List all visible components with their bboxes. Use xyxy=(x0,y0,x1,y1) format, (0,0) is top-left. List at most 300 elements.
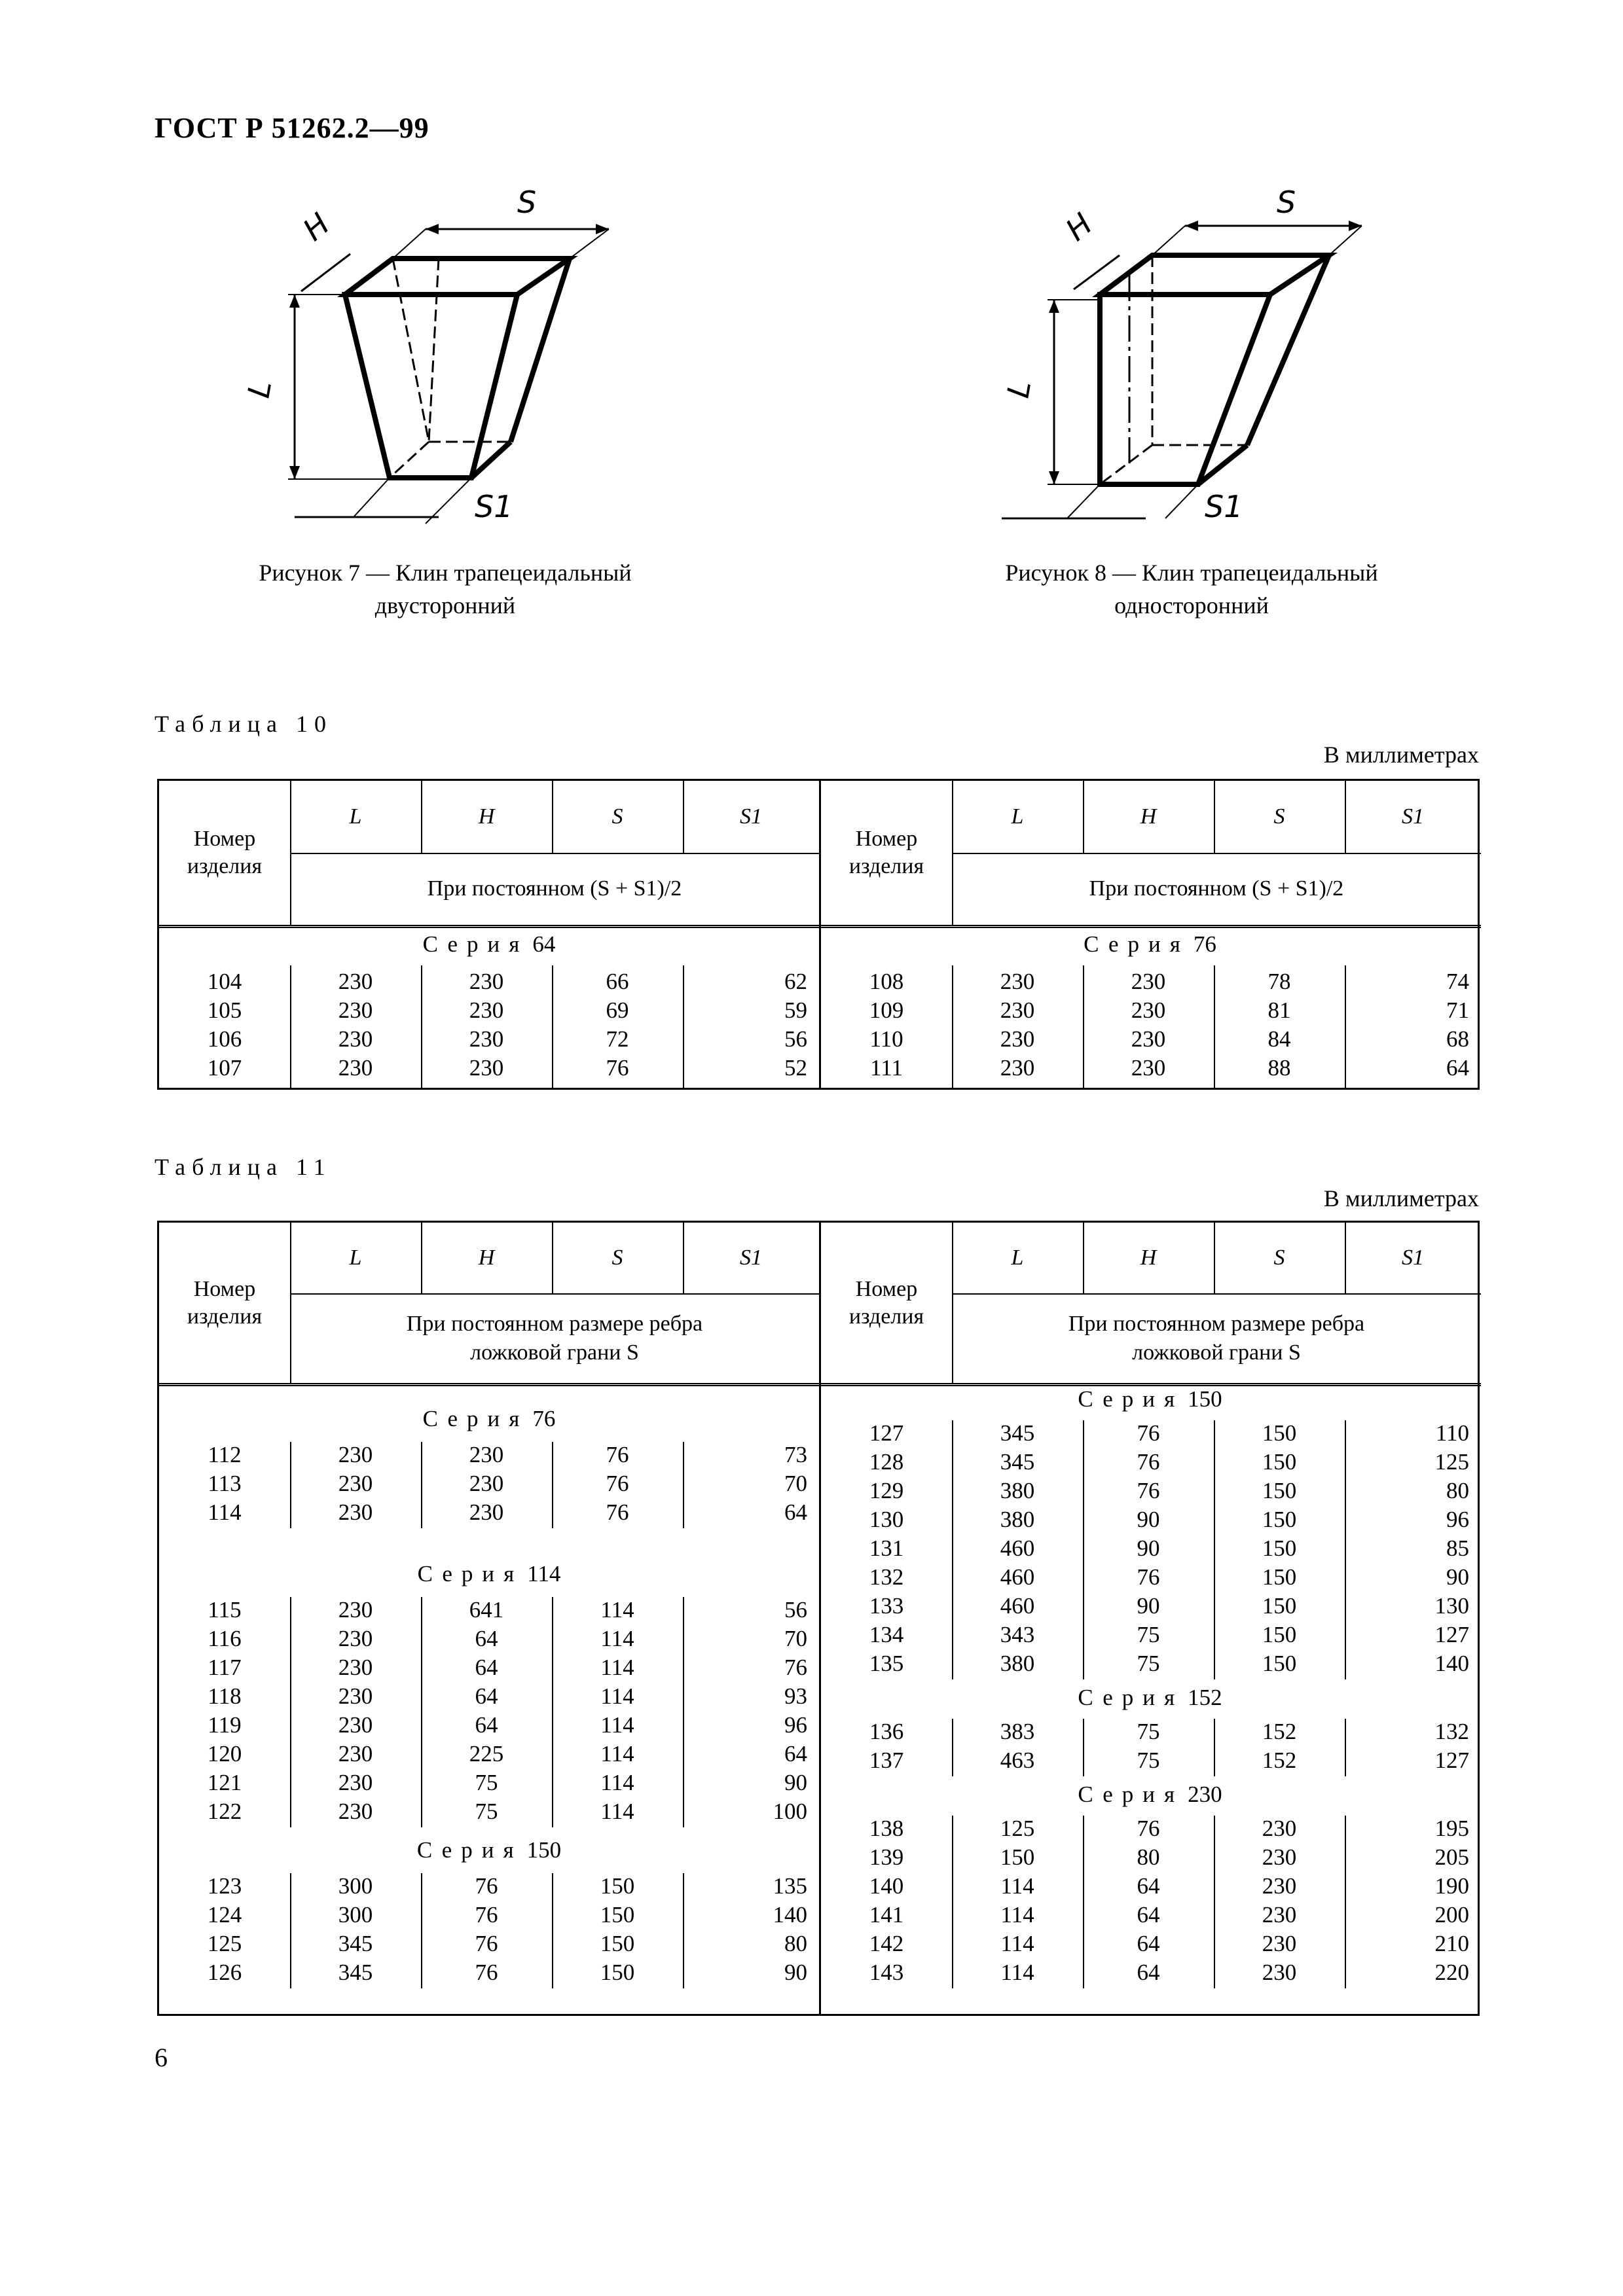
t10-left-series-title xyxy=(159,931,819,958)
t11-right-0-series-title xyxy=(821,1386,1479,1412)
table-cell: 112 xyxy=(208,1442,242,1467)
t11-left-header-s1: S1 xyxy=(740,1246,762,1270)
table-cell: 52 xyxy=(784,1055,807,1081)
t10-right-header-s: S xyxy=(1273,804,1285,829)
t11-left-2-series-title xyxy=(159,1837,819,1863)
table-cell: 345 xyxy=(1000,1449,1035,1475)
table-cell: 230 xyxy=(469,969,504,994)
table-cell: 110 xyxy=(1435,1420,1469,1446)
fig7-label-s: S xyxy=(517,185,537,220)
table-cell: 114 xyxy=(1000,1931,1034,1956)
page-number: 6 xyxy=(155,2043,168,2072)
table-cell: 116 xyxy=(208,1626,242,1651)
table-row xyxy=(159,1873,819,1902)
table-row xyxy=(821,1748,1479,1776)
figure-7-caption-line1: Рисунок 7 — Клин трапецеидальный xyxy=(259,560,632,586)
table-cell: 70 xyxy=(784,1471,807,1496)
table-cell: 70 xyxy=(784,1626,807,1651)
table-cell: 230 xyxy=(1131,997,1166,1023)
t10-left-header-l: L xyxy=(349,804,362,829)
t10-left-subheader-line1: При постоянном (S + S1)/2 xyxy=(427,876,682,901)
table-cell: 142 xyxy=(869,1931,904,1956)
table-cell: 136 xyxy=(869,1719,904,1744)
table-cell: 64 xyxy=(784,1741,807,1767)
table-cell: 74 xyxy=(1446,969,1469,994)
table-cell: 345 xyxy=(1000,1420,1035,1446)
table-cell: 117 xyxy=(208,1655,242,1680)
table-cell: 64 xyxy=(475,1712,498,1738)
table-row xyxy=(159,1442,819,1471)
t10-right-header-l: L xyxy=(1011,804,1024,829)
table-cell: 114 xyxy=(1000,1873,1034,1899)
table-cell: 59 xyxy=(784,997,807,1023)
table-cell: 220 xyxy=(1434,1960,1469,1985)
table-cell: 96 xyxy=(784,1712,807,1738)
table-cell: 150 xyxy=(1262,1651,1297,1676)
t11-right-header-s: S xyxy=(1273,1246,1285,1270)
table-row xyxy=(159,1712,819,1741)
header-number-line2: изделия xyxy=(848,1304,924,1329)
t11-left-subheader xyxy=(290,1293,819,1383)
figure-8-caption-line2: односторонний xyxy=(1114,592,1269,619)
table-cell: 200 xyxy=(1434,1902,1469,1928)
table-cell: 78 xyxy=(1267,969,1291,994)
table-cell: 114 xyxy=(1000,1902,1034,1928)
series-number: 114 xyxy=(527,1561,561,1587)
table-cell: 109 xyxy=(869,997,904,1023)
table-cell: 90 xyxy=(1446,1564,1469,1590)
table-cell: 128 xyxy=(869,1449,904,1475)
table-cell: 230 xyxy=(338,1442,373,1467)
table-cell: 133 xyxy=(869,1593,904,1619)
table-cell: 114 xyxy=(600,1712,634,1738)
t11-left-subheader-line1: При постоянном размере ребра xyxy=(406,1311,703,1336)
table-cell: 114 xyxy=(600,1626,634,1651)
t10-right-header-h: H xyxy=(1140,804,1157,829)
t11-left-header-s: S xyxy=(611,1246,623,1270)
table-11-right-half xyxy=(819,1223,1479,2014)
t10-right-subheader xyxy=(952,853,1481,925)
table-cell: 205 xyxy=(1434,1844,1469,1870)
table-cell: 90 xyxy=(1137,1593,1160,1619)
fig8-label-s: S xyxy=(1277,185,1296,220)
t10-right-header-item-number xyxy=(821,781,952,925)
table-row xyxy=(821,1055,1479,1084)
table-cell: 64 xyxy=(475,1655,498,1680)
table-cell: 230 xyxy=(469,1442,504,1467)
table-cell: 90 xyxy=(784,1960,807,1985)
table-cell: 195 xyxy=(1434,1816,1469,1841)
figure-7-drawing xyxy=(240,177,642,543)
table-11-label: Таблица 11 xyxy=(155,1154,332,1180)
table-cell: 81 xyxy=(1267,997,1291,1023)
table-cell: 230 xyxy=(469,1499,504,1525)
table-cell: 300 xyxy=(338,1902,373,1928)
t10-right-header-s1: S1 xyxy=(1402,804,1424,829)
table-cell: 230 xyxy=(338,1626,373,1651)
t11-right-2-series-title xyxy=(821,1782,1479,1808)
table-cell: 130 xyxy=(869,1507,904,1532)
table-10 xyxy=(157,779,1480,1090)
table-row xyxy=(821,1026,1479,1055)
table-cell: 100 xyxy=(773,1799,807,1824)
table-cell: 106 xyxy=(207,1026,242,1052)
table-cell: 76 xyxy=(1137,1449,1160,1475)
table-row xyxy=(159,1683,819,1712)
figure-7-caption xyxy=(210,556,681,622)
table-cell: 129 xyxy=(869,1478,904,1503)
table-cell: 126 xyxy=(207,1960,242,1985)
table-row xyxy=(821,1651,1479,1679)
table-cell: 130 xyxy=(1434,1593,1469,1619)
table-row xyxy=(159,997,819,1026)
table-cell: 104 xyxy=(207,969,242,994)
table-cell: 76 xyxy=(1137,1816,1160,1841)
table-cell: 230 xyxy=(338,1026,373,1052)
table-cell: 114 xyxy=(600,1770,634,1795)
table-cell: 460 xyxy=(1000,1593,1035,1619)
table-cell: 72 xyxy=(606,1026,629,1052)
table-cell: 76 xyxy=(606,1499,629,1525)
table-cell: 150 xyxy=(1262,1535,1297,1561)
table-cell: 641 xyxy=(469,1597,504,1623)
table-cell: 114 xyxy=(600,1741,634,1767)
table-cell: 73 xyxy=(784,1442,807,1467)
table-row xyxy=(821,1564,1479,1593)
table-10-left-half xyxy=(159,781,819,1088)
table-cell: 127 xyxy=(1434,1748,1469,1773)
table-cell: 64 xyxy=(1137,1931,1160,1956)
table-cell: 132 xyxy=(1434,1719,1469,1744)
table-cell: 383 xyxy=(1000,1719,1035,1744)
table-cell: 125 xyxy=(207,1931,242,1956)
table-cell: 190 xyxy=(1434,1873,1469,1899)
table-cell: 64 xyxy=(475,1626,498,1651)
table-cell: 135 xyxy=(869,1651,904,1676)
table-cell: 76 xyxy=(606,1055,629,1081)
table-cell: 64 xyxy=(1137,1902,1160,1928)
table-cell: 114 xyxy=(1000,1960,1034,1985)
table-cell: 111 xyxy=(870,1055,903,1081)
table-cell: 345 xyxy=(338,1931,373,1956)
table-row xyxy=(821,1960,1479,1988)
table-cell: 137 xyxy=(869,1748,904,1773)
table-cell: 76 xyxy=(606,1471,629,1496)
table-row xyxy=(159,1902,819,1931)
table-cell: 230 xyxy=(1262,1873,1297,1899)
t11-left-header-h: H xyxy=(478,1246,495,1270)
series-number: 64 xyxy=(532,931,556,957)
table-cell: 75 xyxy=(475,1799,498,1824)
table-cell: 150 xyxy=(600,1931,635,1956)
table-cell: 90 xyxy=(1137,1535,1160,1561)
table-cell: 230 xyxy=(1131,969,1166,994)
table-row xyxy=(821,1902,1479,1931)
table-row xyxy=(821,997,1479,1026)
t10-left-subheader xyxy=(290,853,819,925)
table-cell: 114 xyxy=(600,1799,634,1824)
table-row xyxy=(159,1931,819,1960)
table-cell: 300 xyxy=(338,1873,373,1899)
table-cell: 135 xyxy=(773,1873,807,1899)
table-cell: 150 xyxy=(600,1902,635,1928)
table-cell: 230 xyxy=(338,1712,373,1738)
t11-right-header-s1: S1 xyxy=(1402,1246,1424,1270)
table-cell: 230 xyxy=(1000,1026,1035,1052)
t10-right-series-title xyxy=(821,931,1479,958)
table-row xyxy=(821,1420,1479,1449)
table-cell: 75 xyxy=(1137,1651,1160,1676)
table-row xyxy=(821,1931,1479,1960)
table-cell: 75 xyxy=(1137,1622,1160,1647)
table-cell: 121 xyxy=(207,1770,242,1795)
t11-left-0-series-title xyxy=(159,1406,819,1432)
table-cell: 125 xyxy=(1000,1816,1035,1841)
header-number-line1: Номер xyxy=(193,827,256,851)
series-word: Серия xyxy=(1084,931,1190,957)
table-cell: 230 xyxy=(338,1655,373,1680)
table-cell: 76 xyxy=(475,1931,498,1956)
table-cell: 64 xyxy=(475,1683,498,1709)
t10-left-header-item-number xyxy=(159,781,290,925)
table-row xyxy=(159,1960,819,1988)
table-cell: 380 xyxy=(1000,1507,1035,1532)
table-cell: 143 xyxy=(869,1960,904,1985)
table-row xyxy=(821,1719,1479,1748)
t11-right-1-series-title xyxy=(821,1685,1479,1711)
table-cell: 76 xyxy=(475,1873,498,1899)
table-cell: 127 xyxy=(869,1420,904,1446)
series-word: Серия xyxy=(416,1837,523,1863)
table-cell: 152 xyxy=(1262,1719,1297,1744)
table-cell: 230 xyxy=(1000,1055,1035,1081)
figure-8-drawing xyxy=(989,177,1355,543)
fig7-label-h: H xyxy=(296,206,337,248)
table-cell: 110 xyxy=(869,1026,903,1052)
table-cell: 230 xyxy=(338,1597,373,1623)
table-cell: 88 xyxy=(1267,1055,1291,1081)
t11-right-subheader xyxy=(952,1293,1481,1383)
header-number-line2: изделия xyxy=(187,854,263,878)
table-cell: 96 xyxy=(1446,1507,1469,1532)
table-row xyxy=(159,1655,819,1683)
table-cell: 152 xyxy=(1262,1748,1297,1773)
table-10-right-half xyxy=(819,781,1479,1088)
table-cell: 120 xyxy=(207,1741,242,1767)
table-row xyxy=(821,969,1479,997)
table-cell: 230 xyxy=(338,969,373,994)
fig8-label-h: H xyxy=(1059,206,1099,248)
series-number: 152 xyxy=(1188,1685,1222,1710)
table-cell: 122 xyxy=(207,1799,242,1824)
table-cell: 71 xyxy=(1446,997,1469,1023)
table-cell: 107 xyxy=(207,1055,242,1081)
table-cell: 62 xyxy=(784,969,807,994)
table-cell: 56 xyxy=(784,1026,807,1052)
table-cell: 225 xyxy=(469,1741,504,1767)
table-row xyxy=(821,1873,1479,1902)
table-cell: 230 xyxy=(338,1499,373,1525)
table-cell: 64 xyxy=(1137,1960,1160,1985)
table-cell: 150 xyxy=(600,1960,635,1985)
table-cell: 141 xyxy=(869,1902,904,1928)
table-cell: 114 xyxy=(600,1683,634,1709)
table-cell: 134 xyxy=(869,1622,904,1647)
table-row xyxy=(159,1741,819,1770)
table-cell: 380 xyxy=(1000,1651,1035,1676)
table-cell: 230 xyxy=(1000,997,1035,1023)
table-cell: 93 xyxy=(784,1683,807,1709)
table-cell: 105 xyxy=(207,997,242,1023)
fig7-label-l: L xyxy=(240,378,279,401)
t10-left-header-h: H xyxy=(478,804,495,829)
table-cell: 76 xyxy=(606,1442,629,1467)
t11-left-subheader-line2: ложковой грани S xyxy=(470,1340,639,1365)
header-number-line2: изделия xyxy=(848,854,924,878)
table-cell: 64 xyxy=(784,1499,807,1525)
table-cell: 56 xyxy=(784,1597,807,1623)
t11-left-header-item-number xyxy=(159,1223,290,1383)
table-11-units: В миллиметрах xyxy=(1323,1185,1479,1211)
t11-right-header-l: L xyxy=(1011,1246,1024,1270)
table-11-left-half xyxy=(159,1223,819,2014)
table-cell: 380 xyxy=(1000,1478,1035,1503)
table-cell: 115 xyxy=(208,1597,242,1623)
table-cell: 230 xyxy=(1262,1902,1297,1928)
table-10-label: Таблица 10 xyxy=(155,711,333,737)
table-cell: 108 xyxy=(869,969,904,994)
table-cell: 64 xyxy=(1446,1055,1469,1081)
header-number-line2: изделия xyxy=(187,1304,263,1329)
table-cell: 230 xyxy=(469,997,504,1023)
table-cell: 138 xyxy=(869,1816,904,1841)
table-row xyxy=(821,1593,1479,1622)
table-row xyxy=(821,1844,1479,1873)
table-cell: 230 xyxy=(1131,1026,1166,1052)
table-row xyxy=(159,1770,819,1799)
table-row xyxy=(821,1622,1479,1651)
t11-right-header-h: H xyxy=(1140,1246,1157,1270)
table-cell: 230 xyxy=(1262,1844,1297,1870)
table-cell: 118 xyxy=(208,1683,242,1709)
series-word: Серия xyxy=(422,931,529,957)
table-cell: 150 xyxy=(600,1873,635,1899)
table-cell: 230 xyxy=(1262,1960,1297,1985)
table-row xyxy=(821,1507,1479,1535)
table-cell: 76 xyxy=(1137,1564,1160,1590)
table-cell: 85 xyxy=(1446,1535,1469,1561)
table-cell: 150 xyxy=(1262,1449,1297,1475)
table-cell: 114 xyxy=(208,1499,242,1525)
table-cell: 463 xyxy=(1000,1748,1035,1773)
table-cell: 150 xyxy=(1262,1478,1297,1503)
table-cell: 230 xyxy=(1262,1816,1297,1841)
table-11 xyxy=(157,1221,1480,2016)
t10-right-subheader-line1: При постоянном (S + S1)/2 xyxy=(1089,876,1344,901)
table-row xyxy=(821,1535,1479,1564)
t11-right-subheader-line1: При постоянном размере ребра xyxy=(1068,1311,1365,1336)
fig8-label-l: L xyxy=(1000,378,1038,401)
series-number: 230 xyxy=(1188,1782,1222,1807)
table-cell: 230 xyxy=(469,1055,504,1081)
table-row xyxy=(159,1626,819,1655)
table-cell: 127 xyxy=(1434,1622,1469,1647)
table-cell: 68 xyxy=(1446,1026,1469,1052)
t11-left-header-l: L xyxy=(349,1246,362,1270)
table-cell: 140 xyxy=(1434,1651,1469,1676)
table-cell: 69 xyxy=(606,997,629,1023)
series-word: Серия xyxy=(1078,1386,1184,1412)
table-cell: 150 xyxy=(1262,1593,1297,1619)
table-cell: 150 xyxy=(1262,1622,1297,1647)
fig8-label-s1: S1 xyxy=(1205,489,1243,524)
table-cell: 123 xyxy=(207,1873,242,1899)
t11-right-subheader-line2: ложковой грани S xyxy=(1132,1340,1301,1365)
table-cell: 75 xyxy=(1137,1748,1160,1773)
table-row xyxy=(159,1471,819,1499)
series-word: Серия xyxy=(1078,1782,1184,1807)
fig7-label-s1: S1 xyxy=(475,489,513,524)
table-row xyxy=(821,1449,1479,1478)
table-cell: 76 xyxy=(784,1655,807,1680)
table-cell: 66 xyxy=(606,969,629,994)
t10-left-header-s: S xyxy=(611,804,623,829)
table-cell: 210 xyxy=(1434,1931,1469,1956)
table-cell: 230 xyxy=(1131,1055,1166,1081)
series-number: 76 xyxy=(1193,931,1216,957)
table-cell: 90 xyxy=(784,1770,807,1795)
table-cell: 230 xyxy=(338,1055,373,1081)
table-cell: 80 xyxy=(1446,1478,1469,1503)
figure-7-caption-line2: двусторонний xyxy=(374,592,516,619)
table-cell: 230 xyxy=(469,1471,504,1496)
table-cell: 230 xyxy=(1262,1931,1297,1956)
table-cell: 75 xyxy=(475,1770,498,1795)
table-cell: 140 xyxy=(773,1902,807,1928)
table-cell: 230 xyxy=(469,1026,504,1052)
table-cell: 80 xyxy=(784,1931,807,1956)
table-cell: 80 xyxy=(1137,1844,1160,1870)
table-cell: 84 xyxy=(1267,1026,1291,1052)
t11-right-header-item-number xyxy=(821,1223,952,1383)
table-cell: 75 xyxy=(1137,1719,1160,1744)
table-row xyxy=(159,1597,819,1626)
table-cell: 230 xyxy=(338,1741,373,1767)
series-word: Серия xyxy=(1078,1685,1184,1710)
table-cell: 90 xyxy=(1137,1507,1160,1532)
series-word: Серия xyxy=(417,1561,524,1587)
table-cell: 230 xyxy=(338,1471,373,1496)
table-cell: 345 xyxy=(338,1960,373,1985)
series-number: 76 xyxy=(532,1406,556,1431)
table-cell: 140 xyxy=(869,1873,904,1899)
table-cell: 76 xyxy=(475,1960,498,1985)
header-number-line1: Номер xyxy=(193,1276,256,1301)
table-row xyxy=(159,1499,819,1528)
table-row xyxy=(159,1055,819,1084)
table-cell: 150 xyxy=(1262,1420,1297,1446)
table-cell: 114 xyxy=(600,1655,634,1680)
table-row xyxy=(821,1478,1479,1507)
table-cell: 119 xyxy=(208,1712,242,1738)
table-cell: 132 xyxy=(869,1564,904,1590)
table-row xyxy=(159,1026,819,1055)
table-cell: 125 xyxy=(1434,1449,1469,1475)
table-row xyxy=(159,1799,819,1827)
table-cell: 76 xyxy=(475,1902,498,1928)
table-cell: 113 xyxy=(208,1471,242,1496)
table-cell: 64 xyxy=(1137,1873,1160,1899)
